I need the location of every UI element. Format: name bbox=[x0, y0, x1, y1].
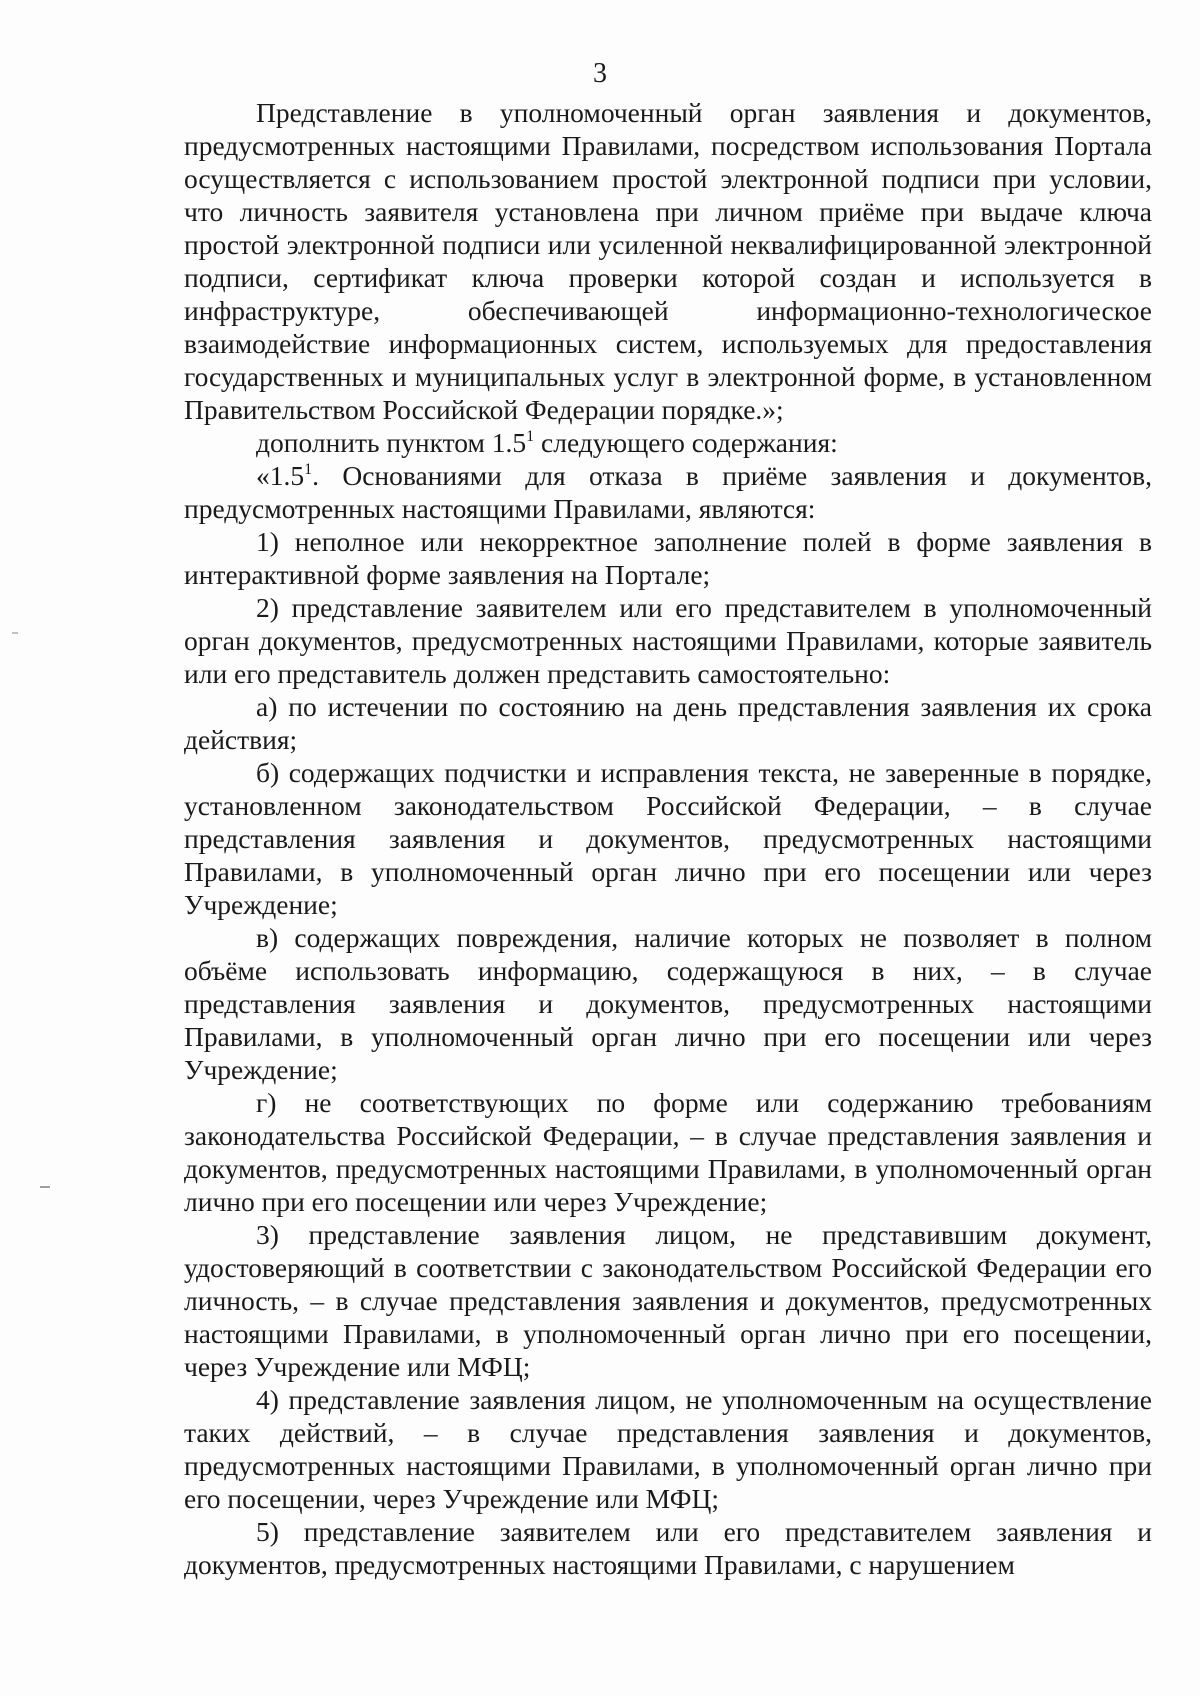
sub-item-g: г) не соответствующих по форме или содержанию требованиям законодательства Российской Федерации, – в случае представления заявления и документов, предусмотренных настоящими Правилами, в уполномоченный орган лично при его посещении или через Учреждение; bbox=[184, 1087, 1152, 1217]
superscript: 1 bbox=[304, 461, 313, 478]
list-item-3: 3) представление заявления лицом, не представившим документ, удостоверяющий в соответствии с законодательством Российской Федерации его личность, – в случае представления заявления и документов, предусмотренных настоящими Правилами, в уполномоченный орган лично при его посещении, через Учреждение или МФЦ; bbox=[184, 1219, 1152, 1382]
list-item-1: 1) неполное или некорректное заполнение полей в форме заявления в интерактивной форме заявления на Портале; bbox=[184, 526, 1152, 590]
sub-item-a: а) по истечении по состоянию на день представления заявления их срока действия; bbox=[184, 691, 1152, 755]
paragraph-text: «1.5 bbox=[256, 460, 305, 491]
list-item-4: 4) представление заявления лицом, не уполномоченным на осуществление таких действий, – в случае представления заявления и документов, предусмотренных настоящими Правилами, в уполномоченный орган лично при его посещении, через Учреждение или МФЦ; bbox=[184, 1384, 1152, 1514]
paragraph-amendment-intro bbox=[184, 426, 1152, 459]
list-item-5: 5) представление заявителем или его представителем заявления и документов, предусмотренных настоящими Правилами, с нарушением bbox=[184, 1516, 1152, 1580]
paragraph-clause-1-5-1 bbox=[184, 459, 1152, 525]
document-body bbox=[184, 96, 1152, 1581]
sub-item-v: в) содержащих повреждения, наличие которых не позволяет в полном объёме использовать информацию, содержащуюся в них, – в случае представления заявления и документов, предусмотренных настоящими Правилами, в уполномоченный орган лично при его посещении или через Учреждение; bbox=[184, 922, 1152, 1085]
paragraph-text: следующего содержания: bbox=[534, 427, 838, 458]
sub-item-b: б) содержащих подчистки и исправления текста, не заверенные в порядке, установленном законодательством Российской Федерации, – в случае представления заявления и документов, предусмотренных настоящими Правилами, в уполномоченный орган лично при его посещении или через Учреждение; bbox=[184, 757, 1152, 920]
paragraph-esignature: Представление в уполномоченный орган заявления и документов, предусмотренных настоящими Правилами, посредством использования Портала осуществляется с использованием простой электронной подписи при условии, что личность заявителя установлена при личном приёме при выдаче ключа простой электронной подписи или усиленной неквалифицированной электронной подписи, сертификат ключа проверки которой создан и используется в инфраструктуре, обеспечивающей информационно-технологическое взаимодействие информационных систем, используемых для предоставления государственных и муниципальных услуг в электронной форме, в установленном Правительством Российской Федерации порядке.»; bbox=[184, 97, 1152, 425]
paragraph-text: . Основаниями для отказа в приёме заявления и документов, предусмотренных настоящими Правилами, являются: bbox=[184, 460, 1152, 524]
paragraph-text: дополнить пунктом 1.5 bbox=[256, 427, 527, 458]
list-item-2: 2) представление заявителем или его представителем в уполномоченный орган документов, предусмотренных настоящими Правилами, которые заявитель или его представитель должен представить самостоятельно: bbox=[184, 592, 1152, 689]
page-number: 3 bbox=[593, 58, 607, 89]
scan-margin-mark bbox=[40, 1186, 50, 1188]
superscript: 1 bbox=[526, 428, 535, 445]
scan-margin-mark bbox=[12, 632, 18, 634]
